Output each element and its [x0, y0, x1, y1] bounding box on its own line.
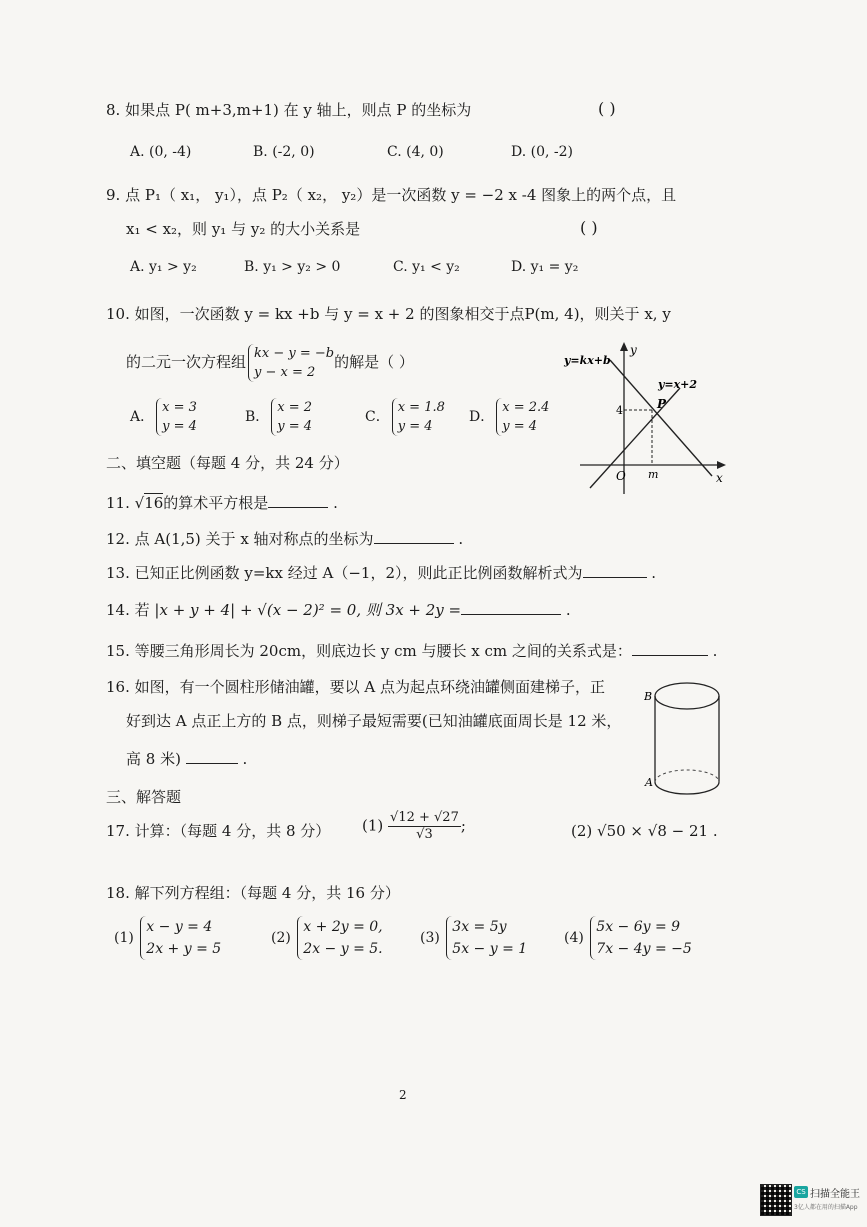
q10-option-a-x: x = 3	[162, 400, 197, 415]
q17-part2: (2) √50 × √8 − 21 .	[571, 822, 718, 840]
q16-line2: 好到达 A 点正上方的 B 点，则梯子最短需要(已知油罐底面周长是 12 米，	[126, 712, 622, 730]
cylinder-label-a: A	[645, 776, 653, 789]
q16-line1: 16. 如图，有一个圆柱形储油罐，要以 A 点为起点环绕油罐侧面建梯子，正	[106, 678, 605, 696]
q9-stem-line1: 9. 点 P₁（ x₁， y₁），点 P₂（ x₂， y₂）是一次函数 y = −2 x -4 图象上的两个点，且	[106, 186, 677, 204]
q17-part1-numerator: √12 + √27	[390, 810, 459, 825]
q8-option-d: D. (0, -2)	[511, 144, 573, 160]
q11-sqrt: √16	[134, 494, 164, 512]
q18-system-4-eq2: 7x − 4y = −5	[596, 941, 692, 957]
q18-system-1-label: (1)	[114, 930, 134, 946]
q10-option-a	[130, 398, 197, 436]
q11-answer-blank[interactable]	[268, 507, 328, 508]
q10-equation-system	[248, 344, 334, 382]
q18-system-2-label: (2)	[271, 930, 291, 946]
q11: 11. √16的算术平方根是 .	[106, 494, 338, 512]
section-solve-title: 三、解答题	[106, 788, 182, 806]
q8-option-b: B. (-2, 0)	[253, 144, 315, 160]
q18-system-2-eq2: 2x − y = 5.	[303, 941, 383, 957]
q8-answer-paren: ( )	[598, 99, 616, 118]
watermark-subtitle: 3亿人都在用的扫描App	[794, 1204, 858, 1211]
q10-option-b-x: x = 2	[277, 400, 313, 415]
q9-option-a: A. y₁ > y₂	[130, 259, 197, 275]
q17-part1-fraction	[388, 810, 461, 843]
q9-option-c: C. y₁ < y₂	[393, 259, 460, 275]
q18-system-3-label: (3)	[420, 930, 440, 946]
q10-option-d-label: D．	[469, 409, 495, 425]
q15-answer-blank[interactable]	[632, 655, 708, 656]
q10-option-b-label: B．	[245, 409, 270, 425]
q9-answer-paren: ( )	[580, 218, 598, 237]
q10-option-d-y: y = 4	[502, 419, 538, 434]
section-fill-in-title: 二、填空题（每题 4 分，共 24 分）	[106, 454, 349, 472]
cylinder-top	[655, 683, 719, 709]
graph-label-y-axis: y	[630, 343, 637, 357]
q17-part1-label: (1)	[362, 816, 384, 835]
q12-answer-blank[interactable]	[374, 543, 454, 544]
q18-system-4-label: (4)	[564, 930, 584, 946]
q18-system-4	[564, 916, 692, 960]
q10-option-c	[365, 398, 445, 436]
q13-answer-blank[interactable]	[583, 577, 647, 578]
graph-label-x-plus-2: y=x+2	[658, 378, 698, 391]
cylinder-label-b: B	[644, 690, 653, 703]
q15: 15. 等腰三角形周长为 20cm，则底边长 y cm 与腰长 x cm 之间的关系式是： .	[106, 642, 718, 660]
page-number: 2	[399, 1088, 407, 1102]
cylinder-bottom-front	[655, 782, 719, 794]
q18-system-3	[420, 916, 527, 960]
q14: 14. 若 |x + y + 4| + √(x − 2)² = 0, 则 3x + 2y = .	[106, 601, 571, 619]
q11-radicand: 16	[144, 494, 164, 512]
q10-function-graph	[560, 338, 730, 498]
q17-stem: 17. 计算：（每题 4 分，共 8 分）	[106, 822, 331, 840]
y-axis-arrow-icon	[620, 342, 628, 351]
qr-code-icon	[760, 1184, 792, 1216]
q10-option-b	[245, 398, 312, 436]
q17-part1-denominator: √3	[416, 827, 433, 842]
q10-system-eq1: kx − y = −b	[254, 346, 335, 361]
q9-option-b: B. y₁ > y₂ > 0	[244, 259, 341, 275]
q10-stem-line1: 10. 如图，一次函数 y = kx +b 与 y = x + 2 的图象相交于点P(m, 4)，则关于 x, y	[106, 305, 671, 323]
x-axis-arrow-icon	[717, 461, 726, 469]
q18-stem: 18. 解下列方程组：（每题 4 分，共 16 分）	[106, 884, 400, 902]
scanner-logo-icon: CS	[794, 1186, 808, 1198]
graph-label-y-tick: 4	[616, 404, 623, 417]
q10-option-c-label: C．	[365, 409, 390, 425]
q10-option-d	[469, 398, 549, 436]
q18-system-1-eq1: x − y = 4	[146, 919, 213, 935]
cylinder-bottom-back	[655, 770, 719, 782]
q16-line3: 高 8 米) .	[126, 750, 248, 768]
q14-answer-blank[interactable]	[461, 614, 561, 615]
q10-stem-post: 的解是（ ）	[334, 353, 414, 371]
q10-stem-pre: 的二元一次方程组	[126, 353, 247, 371]
q17-part1: (1) $\frac{√12 + √27}{√3}$ ;	[362, 810, 466, 842]
q10-system-eq2: y − x = 2	[254, 365, 316, 380]
q16-answer-blank[interactable]	[186, 763, 238, 764]
q18-system-2	[271, 916, 383, 960]
q16-cylinder-diagram	[644, 676, 728, 800]
q10-option-a-y: y = 4	[162, 419, 197, 434]
watermark-brand: 扫描全能王	[810, 1189, 860, 1200]
q18-system-3-eq2: 5x − y = 1	[452, 941, 528, 957]
q14-prefix: 14. 若	[106, 601, 150, 619]
q10-option-c-y: y = 4	[397, 419, 433, 434]
q16-line3-text: 高 8 米)	[126, 750, 181, 768]
q15-text: 15. 等腰三角形周长为 20cm，则底边长 y cm 与腰长 x cm 之间的关系式是：	[106, 642, 632, 660]
q18-system-4-eq1: 5x − 6y = 9	[596, 919, 681, 935]
q14-expression: |x + y + 4| + √(x − 2)² = 0,	[154, 601, 362, 619]
q18-system-2-eq1: x + 2y = 0,	[303, 919, 383, 935]
q10-option-a-label: A．	[130, 409, 155, 425]
graph-label-origin: O	[616, 469, 626, 483]
q18-system-3-eq1: 3x = 5y	[452, 919, 507, 935]
graph-label-kx-b: y=kx+b	[564, 354, 611, 367]
q8-option-c: C. (4, 0)	[387, 144, 444, 160]
q18-system-1-eq2: 2x + y = 5	[146, 941, 222, 957]
q12: 12. 点 A(1,5) 关于 x 轴对称点的坐标为 .	[106, 530, 464, 548]
q8-option-a: A. (0, -4)	[130, 144, 192, 160]
q13-text: 13. 已知正比例函数 y=kx 经过 A（−1，2），则此正比例函数解析式为	[106, 564, 583, 582]
graph-label-point-p: P	[657, 397, 667, 411]
q10-stem-line2	[126, 340, 414, 384]
q12-text: 12. 点 A(1,5) 关于 x 轴对称点的坐标为	[106, 530, 374, 548]
line-y-x-plus-2	[590, 388, 680, 488]
q14-question: 则 3x + 2y =	[365, 601, 462, 619]
q9-stem-line2: x₁ < x₂，则 y₁ 与 y₂ 的大小关系是	[126, 220, 361, 238]
q10-option-b-y: y = 4	[277, 419, 313, 434]
q11-text: 的算术平方根是	[163, 494, 269, 512]
q9-option-d: D. y₁ = y₂	[511, 259, 579, 275]
q18-system-1	[114, 916, 221, 960]
q8-stem: 8. 如果点 P( m+3,m+1) 在 y 轴上，则点 P 的坐标为	[106, 101, 472, 119]
q11-number: 11.	[106, 494, 130, 512]
q13: 13. 已知正比例函数 y=kx 经过 A（−1，2），则此正比例函数解析式为 .	[106, 564, 657, 582]
graph-label-x-tick: m	[648, 468, 659, 481]
q10-option-d-x: x = 2.4	[502, 400, 550, 415]
graph-label-x-axis: x	[716, 471, 723, 485]
q10-option-c-x: x = 1.8	[397, 400, 445, 415]
